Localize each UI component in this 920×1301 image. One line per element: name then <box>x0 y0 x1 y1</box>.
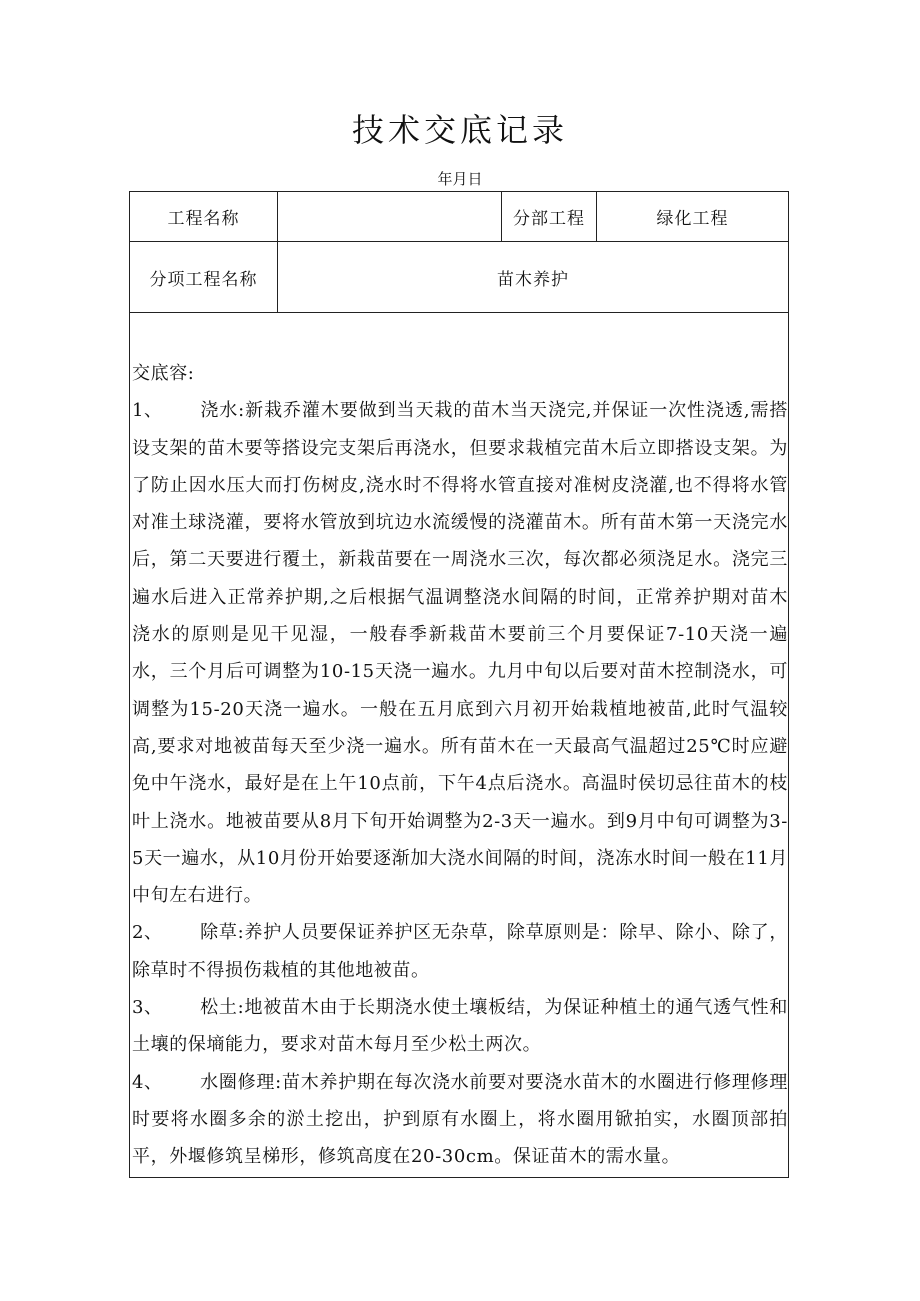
section-weeding <box>132 914 788 989</box>
item-value: 苗木养护 <box>497 269 569 290</box>
sub-project-label: 分部工程 <box>513 209 585 229</box>
section-text: 养护人员要保证养护区无杂草，除草原则是：除早、除小、除了，除草时不得损伤栽植的其他地被苗。 <box>132 922 788 981</box>
row-divider <box>130 312 788 313</box>
section-loosening <box>132 989 788 1064</box>
section-watering <box>132 392 788 914</box>
section-heading: 除草: <box>200 922 245 944</box>
section-text: 新栽乔灌木要做到当天栽的苗木当天浇完,并保证一次性浇透,需搭设支架的苗木要等搭设完支架后再浇水，但要求栽植完苗木后立即搭设支架。为了防止因水压大而打伤树皮,浇水时不得将水管直接对准树皮浇灌,也不得将水管对准土球浇灌，要将水管放到坑边水流缓慢的浇灌苗木。所有苗木第一天浇完水后，第二天要进行覆土，新栽苗要在一周浇水三次，每次都必须浇足水。浇完三遍水后进入正常养护期,之后根据气温调整浇水间隔的时间，正常养护期对苗木浇水的原则是见干见湿，一般春季新栽苗木要前三个月要保证7-10天浇一遍水，三个月后可调整为10-15天浇一遍水。九月中旬以后要对苗木控制浇水，可调整为15-20天浇一遍水。一般在五月底到六月初开始栽植地被苗,此时气温较高,要求对地被苗每天至少浇一遍水。所有苗木在一天最高气温超过25℃时应避免中午浇水，最好是在上午10点前，下午4点后浇水。高温时侯切忌往苗木的枝叶上浇水。地被苗要从8月下旬开始调整为2-3天一遍水。到9月中旬可调整为3-5天一遍水，从10月份开始要逐渐加大浇水间隔的时间，浇冻水时间一般在11月中旬左右进行。 <box>132 400 788 907</box>
section-number: 2、 <box>132 922 163 944</box>
disclosure-table <box>129 191 789 1178</box>
section-number: 4、 <box>132 1071 163 1093</box>
disclosure-content <box>132 355 788 1176</box>
project-name-value <box>278 192 501 241</box>
section-heading: 浇水: <box>200 400 245 422</box>
section-heading: 水圈修理: <box>200 1071 282 1093</box>
section-number: 1、 <box>132 400 163 422</box>
document-title: 技术交底记录 <box>351 111 568 149</box>
document-date: 年月日 <box>437 170 483 188</box>
section-text: 苗木养护期在每次浇水前要对要浇水苗木的水圈进行修理修理时要将水圈多余的淤土挖出，护到原有水圈上，将水圈用锨拍实，水圈顶部拍平，外堰修筑呈梯形，修筑高度在20-30cm。保证苗木的需水量。 <box>132 1071 788 1168</box>
section-number: 3、 <box>132 997 163 1019</box>
section-text: 地被苗木由于长期浇水使土壤板结，为保证种植土的通气透气性和土壤的保墒能力，要求对苗木每月至少松土两次。 <box>132 997 788 1056</box>
content-label: 交底容: <box>132 363 195 384</box>
section-heading: 松土: <box>200 997 245 1019</box>
sub-project-value: 绿化工程 <box>656 209 729 229</box>
project-name-label: 工程名称 <box>167 209 240 229</box>
section-water-ring <box>132 1064 788 1176</box>
item-label: 分项工程名称 <box>149 269 258 290</box>
